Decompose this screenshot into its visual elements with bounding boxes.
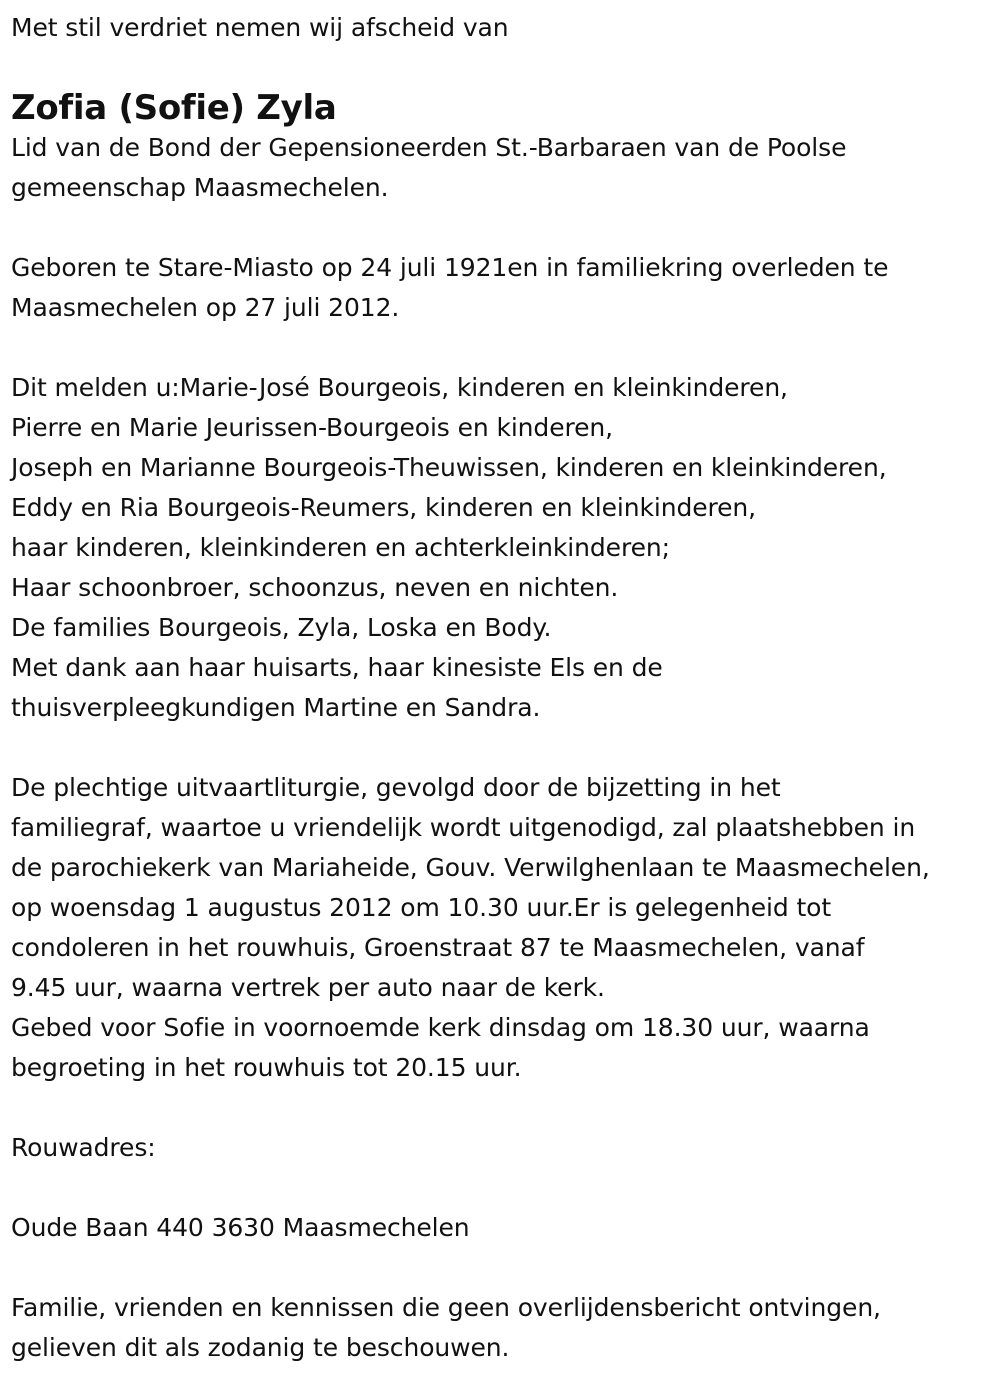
- closing-line-1: Familie, vrienden en kennissen die geen overlijdensbericht ontvingen,: [11, 1293, 881, 1322]
- funeral-line: De plechtige uitvaartliturgie, gevolgd door de bijzetting in het: [11, 773, 781, 802]
- deceased-name: Zofia (Sofie) Zyla: [11, 88, 337, 128]
- funeral-line: familiegraf, waartoe u vriendelijk wordt uitgenodigd, zal plaatshebben in: [11, 813, 916, 842]
- intro-text: Met stil verdriet nemen wij afscheid van: [11, 13, 509, 42]
- spacer: [11, 328, 996, 368]
- funeral-line: de parochiekerk van Mariaheide, Gouv. Verwilghenlaan te Maasmechelen,: [11, 853, 930, 882]
- membership-line-1: Lid van de Bond der Gepensioneerden St.-Barbaraen van de Poolse: [11, 133, 847, 162]
- funeral-line: op woensdag 1 augustus 2012 om 10.30 uur.Er is gelegenheid tot: [11, 893, 832, 922]
- closing-line-2: gelieven dit als zodanig te beschouwen.: [11, 1333, 510, 1362]
- spacer: [11, 208, 996, 248]
- birth-death-line-1: Geboren te Stare-Miasto op 24 juli 1921en in familiekring overleden te: [11, 253, 889, 282]
- mourning-address: Oude Baan 440 3630 Maasmechelen: [11, 1213, 470, 1242]
- address-label: Rouwadres:: [11, 1133, 156, 1162]
- funeral-line: Gebed voor Sofie in voornoemde kerk dinsdag om 18.30 uur, waarna: [11, 1013, 870, 1042]
- announcer-line: Eddy en Ria Bourgeois-Reumers, kinderen en kleinkinderen,: [11, 493, 757, 522]
- funeral-line: 9.45 uur, waarna vertrek per auto naar de kerk.: [11, 973, 605, 1002]
- funeral-line: begroeting in het rouwhuis tot 20.15 uur.: [11, 1053, 522, 1082]
- funeral-line: condoleren in het rouwhuis, Groenstraat 87 te Maasmechelen, vanaf: [11, 933, 865, 962]
- announcer-line: Joseph en Marianne Bourgeois-Theuwissen, kinderen en kleinkinderen,: [11, 453, 887, 482]
- membership-line-2: gemeenschap Maasmechelen.: [11, 173, 389, 202]
- announcer-line: Met dank aan haar huisarts, haar kinesiste Els en de: [11, 653, 663, 682]
- announcer-line: haar kinderen, kleinkinderen en achterkleinkinderen;: [11, 533, 670, 562]
- announcer-line: Dit melden u:Marie-José Bourgeois, kinderen en kleinkinderen,: [11, 373, 788, 402]
- spacer: [11, 1168, 996, 1208]
- birth-death-line-2: Maasmechelen op 27 juli 2012.: [11, 293, 400, 322]
- announcer-line: Pierre en Marie Jeurissen-Bourgeois en kinderen,: [11, 413, 613, 442]
- announcer-line: De families Bourgeois, Zyla, Loska en Body.: [11, 613, 552, 642]
- spacer: [11, 1248, 996, 1288]
- obituary-notice: [11, 8, 996, 1368]
- spacer: [11, 1088, 996, 1128]
- announcer-line: Haar schoonbroer, schoonzus, neven en nichten.: [11, 573, 619, 602]
- spacer: [11, 728, 996, 768]
- announcer-line: thuisverpleegkundigen Martine en Sandra.: [11, 693, 541, 722]
